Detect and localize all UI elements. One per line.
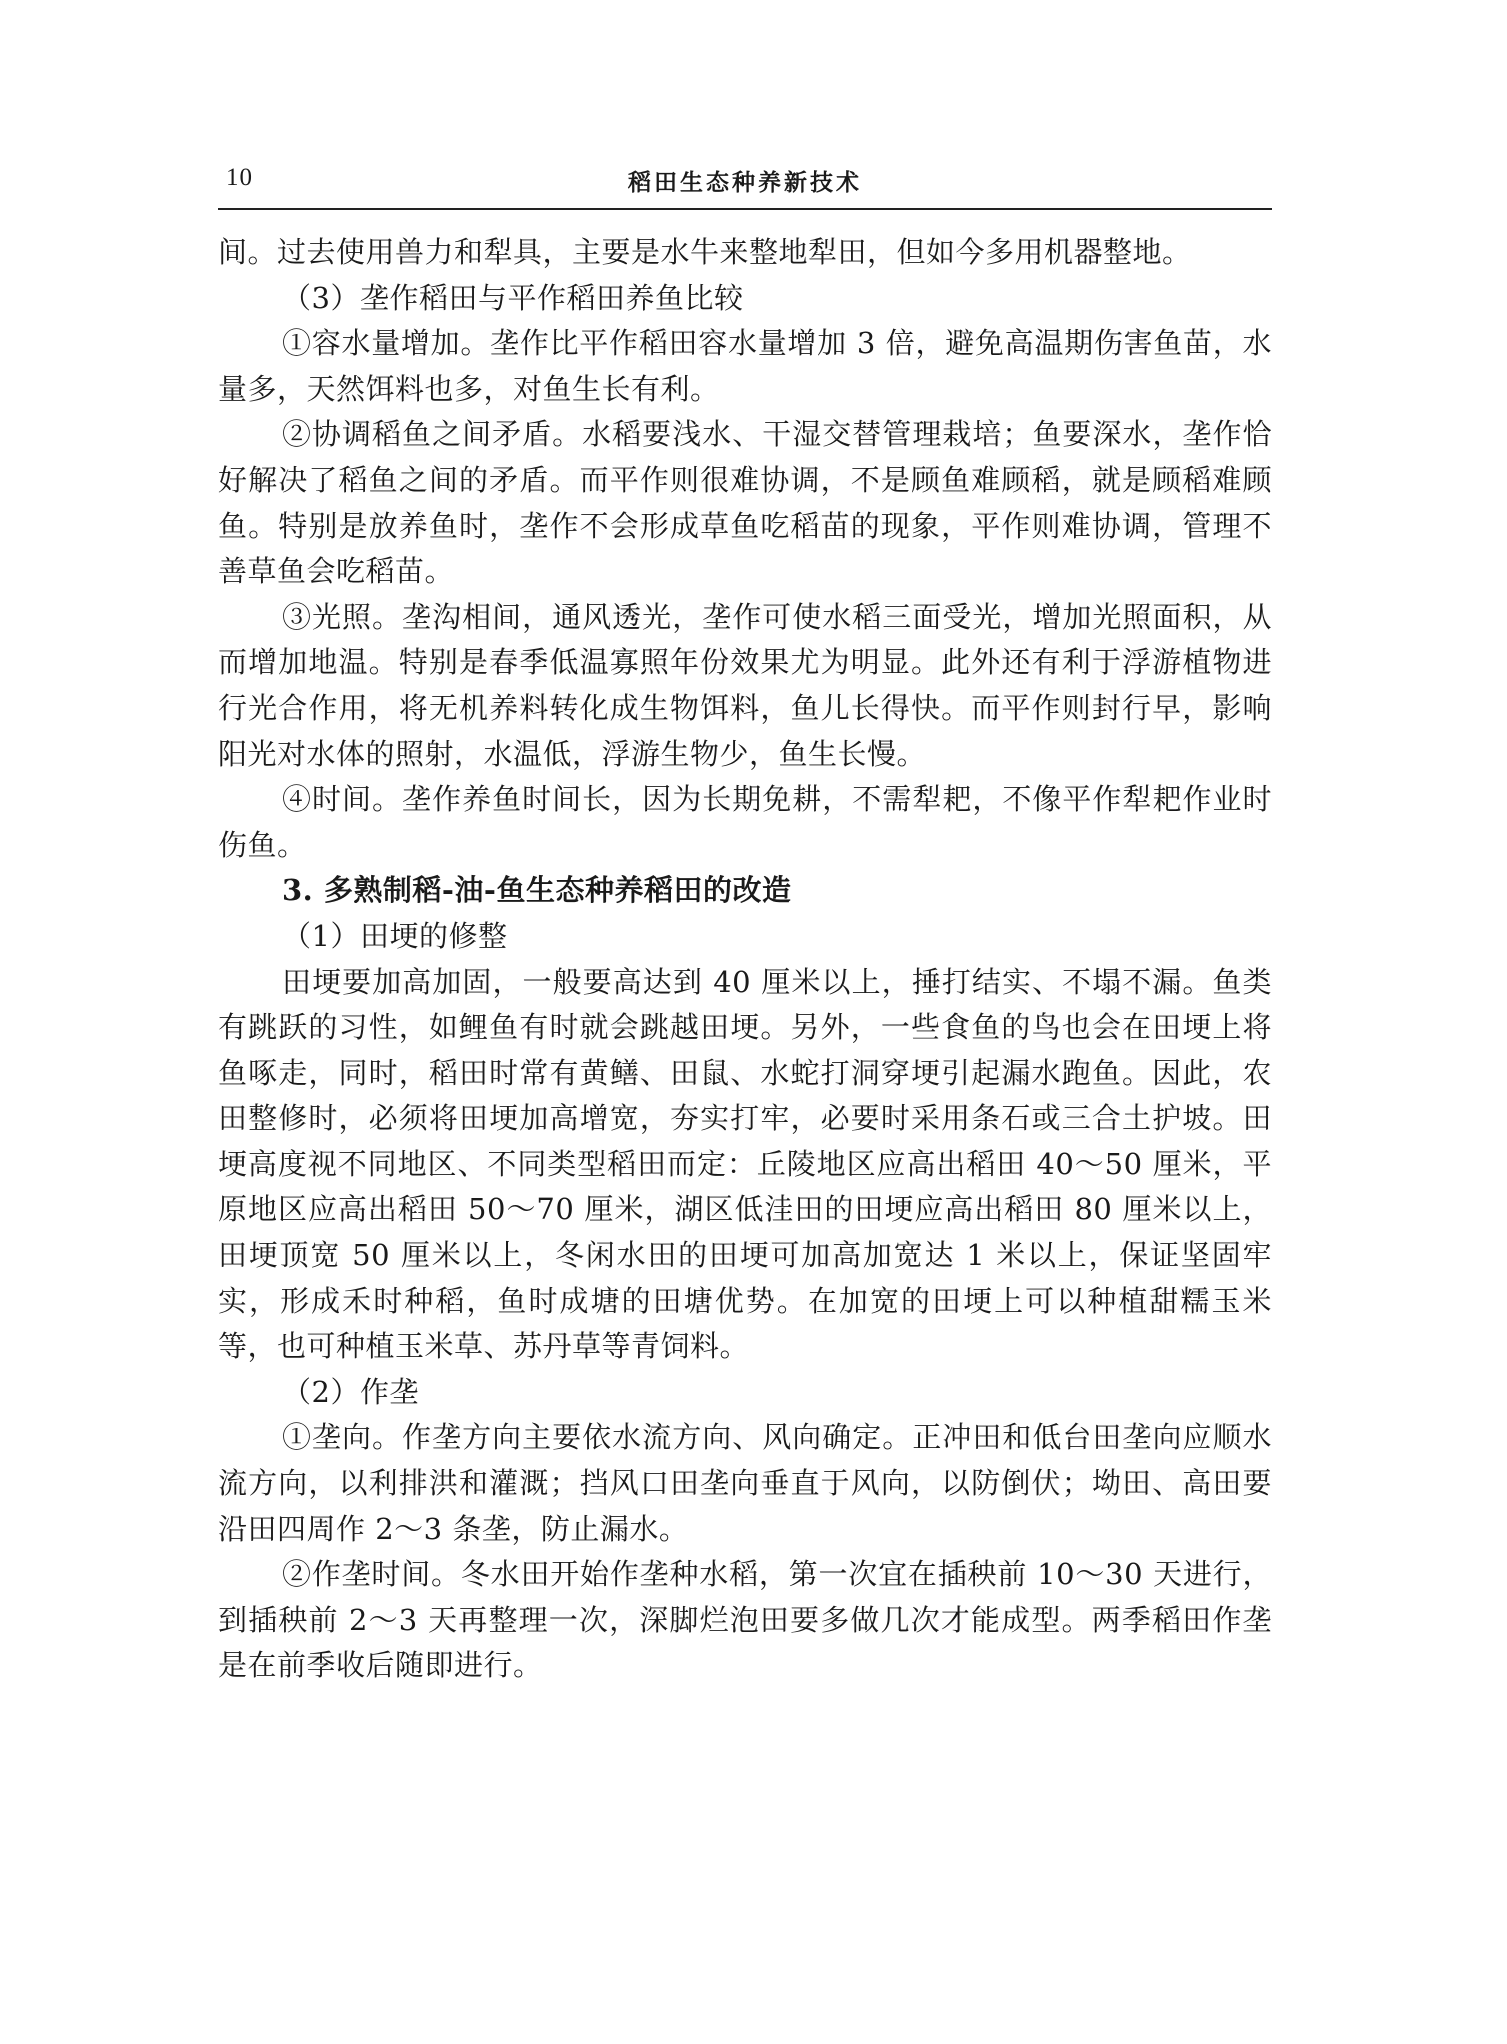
body-text xyxy=(218,230,1272,1689)
subsection-heading: （1）田埂的修整 xyxy=(282,918,508,953)
running-title: 稻田生态种养新技术 xyxy=(628,169,862,196)
page-header xyxy=(218,160,1272,210)
paragraph: 间。过去使用兽力和犁具，主要是水牛来整地犁田，但如今多用机器整地。 xyxy=(218,235,1192,269)
paragraph: 田埂要加高加固，一般要高达到 40 厘米以上，捶打结实、不塌不漏。鱼类有跳跃的习性，如鲤鱼有时就会跳越田埂。另外，一些食鱼的鸟也会在田埂上将鱼啄走，同时，稻田时常有黄鳝、田鼠、水蛇打洞穿埂引起漏水跑鱼。因此，农田整修时，必须将田埂加高增宽，夯实打牢，必要时采用条石或三合土护坡。田埂高度视不同地区、不同类型稻田而定：丘陵地区应高出稻田 40～50 厘米，平原地区应高出稻田 50～70 厘米，湖区低洼田的田埂应高出稻田 80 厘米以上，田埂顶宽 50 厘米以上，冬闲水田的田埂可加高加宽达 1 米以上，保证坚固牢实，形成禾时种稻，鱼时成塘的田塘优势。在加宽的田埂上可以种植甜糯玉米等，也可种植玉米草、苏丹草等青饲料。 xyxy=(218,964,1272,1364)
paragraph: ②作垄时间。冬水田开始作垄种水稻，第一次宜在插秧前 10～30 天进行，到插秧前 2～3 天再整理一次，深脚烂泡田要多做几次才能成型。两季稻田作垄是在前季收后随即进行。 xyxy=(218,1557,1272,1683)
paragraph: ④时间。垄作养鱼时间长，因为长期免耕，不需犁耙，不像平作犁耙作业时伤鱼。 xyxy=(218,782,1272,862)
paragraph: ①垄向。作垄方向主要依水流方向、风向确定。正冲田和低台田垄向应顺水流方向，以利排洪和灌溉；挡风口田垄向垂直于风向，以防倒伏；坳田、高田要沿田四周作 2～3 条垄，防止漏水。 xyxy=(218,1420,1272,1546)
paragraph: ③光照。垄沟相间，通风透光，垄作可使水稻三面受光，增加光照面积，从而增加地温。特别是春季低温寡照年份效果尤为明显。此外还有利于浮游植物进行光合作用，将无机养料转化成生物饵料，鱼儿长得快。而平作则封行早，影响阳光对水体的照射，水温低，浮游生物少，鱼生长慢。 xyxy=(218,599,1272,771)
page-number: 10 xyxy=(226,164,253,191)
subsection-heading: （3）垄作稻田与平作稻田养鱼比较 xyxy=(282,280,744,315)
subsection-heading: （2）作垄 xyxy=(282,1374,419,1409)
paragraph: ①容水量增加。垄作比平作稻田容水量增加 3 倍，避免高温期伤害鱼苗，水量多，天然饵料也多，对鱼生长有利。 xyxy=(218,326,1272,406)
paragraph: ②协调稻鱼之间矛盾。水稻要浅水、干湿交替管理栽培；鱼要深水，垄作恰好解决了稻鱼之间的矛盾。而平作则很难协调，不是顾鱼难顾稻，就是顾稻难顾鱼。特别是放养鱼时，垄作不会形成草鱼吃稻苗的现象，平作则难协调，管理不善草鱼会吃稻苗。 xyxy=(218,417,1272,589)
section-heading: 3. 多熟制稻-油-鱼生态种养稻田的改造 xyxy=(282,873,792,908)
